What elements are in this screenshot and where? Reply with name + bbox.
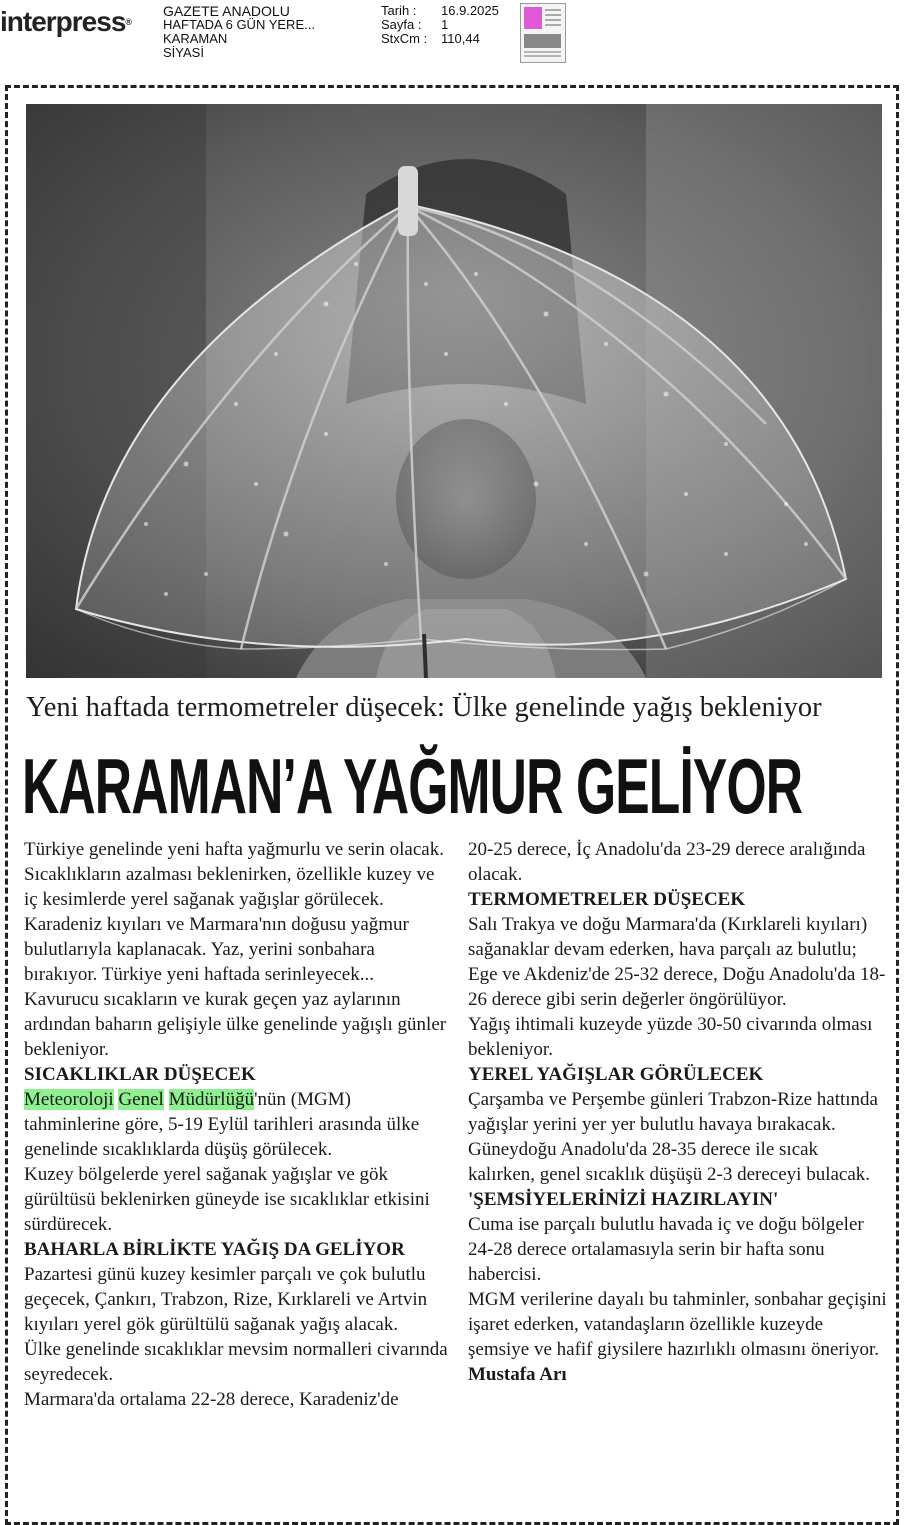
- subheading: TERMOMETRELER DÜŞECEK: [468, 889, 746, 910]
- page-label: Sayfa :: [381, 17, 422, 32]
- thumbnail-line: [524, 51, 561, 53]
- paragraph: Kuzey bölgelerde yerel sağanak yağışlar ve gök gürültüsü beklenirken güneyde ise sıcaklıklar etkisini sürdürecek.: [24, 1164, 430, 1235]
- thumbnail-clip-mark: [524, 7, 542, 29]
- date-value: 16.9.2025: [441, 3, 499, 18]
- article-photo: [26, 104, 882, 678]
- clipping-category: SİYASİ: [163, 45, 204, 60]
- highlighted-term: Genel: [118, 1089, 164, 1110]
- article-column-left: [24, 837, 449, 1412]
- interpress-logo: interpress®: [0, 6, 133, 37]
- paragraph-text: 'nün (MGM) tahminlerine göre, 5-19 Eylül tarihleri arasında ülke genelinde sıcaklıklarda düşüş görülecek.: [24, 1089, 420, 1160]
- subheading: BAHARLA BİRLİKTE YAĞIŞ DA GELİYOR: [24, 1239, 405, 1260]
- paragraph: Türkiye genelinde yeni hafta yağmurlu ve serin olacak. Sıcaklıkların azalması beklenirken, özellikle kuzey ve iç kesimlerde yerel sağanak yağışlar görülecek. Karadeniz kıyıları ve Marmara'nın doğusu yağmur bulutlarıyla kaplanacak. Yaz, yerini sonbahara bırakıyor. Türkiye yeni haftada serinleyecek...: [24, 839, 444, 985]
- paragraph: Cuma ise parçalı bulutlu havada iç ve doğu bölgeler 24-28 derece ortalamasıyla serin bir hafta sonu habercisi.: [468, 1214, 864, 1285]
- clipping-headline: HAFTADA 6 GÜN YERE...: [163, 17, 315, 32]
- paragraph: Kavurucu sıcakların ve kurak geçen yaz aylarının ardından baharın gelişiyle ülke genelinde yağışlı günler bekleniyor.: [24, 989, 447, 1060]
- page-row: [381, 18, 499, 32]
- thumbnail-photo: [524, 34, 561, 48]
- highlighted-term: Meteoroloji: [24, 1089, 114, 1110]
- date-label: Tarih :: [381, 3, 417, 18]
- highlighted-term: Müdürlüğü: [168, 1089, 255, 1110]
- stxcm-value: 110,44: [441, 31, 480, 46]
- paragraph: 20-25 derece, İç Anadolu'da 23-29 derece aralığında olacak.: [468, 839, 866, 885]
- publication-name: GAZETE ANADOLU: [163, 3, 290, 19]
- thumbnail-line: [524, 55, 561, 57]
- date-row: [381, 4, 499, 18]
- thumbnail-line: [545, 19, 561, 21]
- paragraph: Güneydoğu Anadolu'da 28-35 derece ile sıcak kalırken, genel sıcaklık düşüşü 2-3 dereceyi bulacak.: [468, 1139, 871, 1185]
- author-name: Mustafa Arı: [468, 1364, 567, 1385]
- clipping-info: [163, 4, 315, 60]
- umbrella-photo: [26, 104, 882, 678]
- paragraph: Ülke genelinde sıcaklıklar mevsim normalleri civarında seyredecek.: [24, 1339, 448, 1385]
- article-deck: Yeni haftada termometreler düşecek: Ülke genelinde yağış bekleniyor: [26, 692, 822, 723]
- subheading: SICAKLIKLAR DÜŞECEK: [24, 1064, 256, 1085]
- clipping-meta: [381, 4, 499, 46]
- paragraph: Yağış ihtimali kuzeyde yüzde 30-50 civarında olması bekleniyor.: [468, 1014, 873, 1060]
- thumbnail-line: [545, 9, 561, 11]
- paragraph: Çarşamba ve Perşembe günleri Trabzon-Rize hattında yağışlar yerini yer yer bulutlu havaya bırakacak.: [468, 1089, 878, 1135]
- paragraph: Pazartesi günü kuzey kesimler parçalı ve çok bulutlu geçecek, Çankırı, Trabzon, Rize, Kırklareli ve Artvin kıyıları yerel gök gürültülü sağanak yağış alacak.: [24, 1264, 428, 1335]
- thumbnail-line: [545, 24, 561, 26]
- thumbnail-line: [545, 14, 561, 16]
- paragraph: Salı Trakya ve doğu Marmara'da (Kırklareli kıyıları) sağanaklar devam ederken, hava parçalı az bulutlu; Ege ve Akdeniz'de 25-32 derece, Doğu Anadolu'da 18-26 derece gibi serin değerler öngörülüyor.: [468, 914, 886, 1010]
- stxcm-row: [381, 32, 499, 46]
- subheading: 'ŞEMSİYELERİNİZİ HAZIRLAYIN': [468, 1189, 779, 1210]
- subheading: YEREL YAĞIŞLAR GÖRÜLECEK: [468, 1064, 764, 1085]
- paragraph: [24, 1087, 449, 1162]
- article-column-right: [468, 837, 888, 1387]
- clipping-city: KARAMAN: [163, 31, 228, 46]
- page-thumbnail[interactable]: [520, 3, 566, 63]
- paragraph: MGM verilerine dayalı bu tahminler, sonbahar geçişini işaret ederken, vatandaşların özellikle kuzeyde şemsiye ve hafif giysilere hazırlıklı olmasını öneriyor.: [468, 1289, 887, 1360]
- paragraph: Marmara'da ortalama 22-28 derece, Karadeniz'de: [24, 1389, 399, 1410]
- stxcm-label: StxCm :: [381, 31, 428, 46]
- article-headline: KARAMAN’A YAĞMUR GELİYOR: [22, 742, 803, 830]
- page-value: 1: [441, 17, 449, 32]
